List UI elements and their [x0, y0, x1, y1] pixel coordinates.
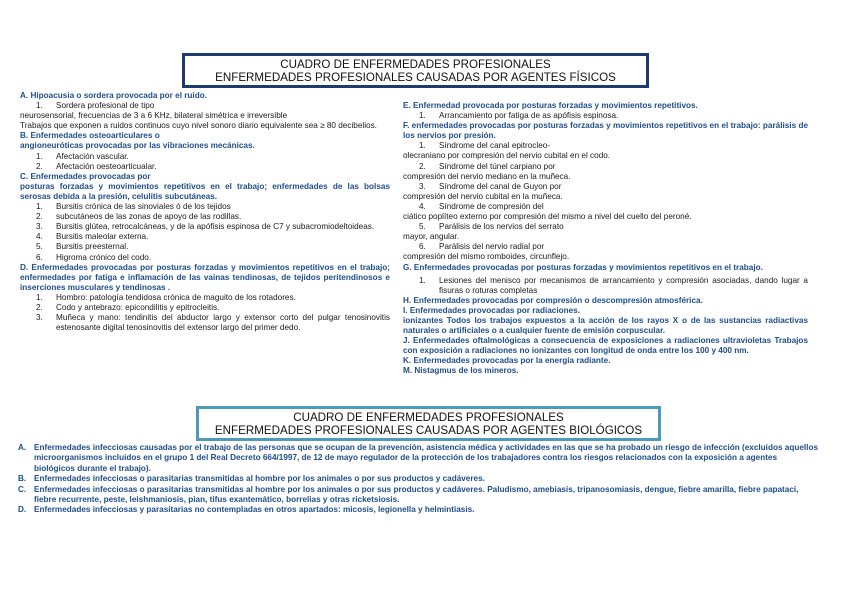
list-item	[20, 202, 390, 212]
list-item	[403, 242, 808, 252]
title-line-2: ENFERMEDADES PROFESIONALES CAUSADAS POR AGENTES FÍSICOS	[215, 71, 616, 84]
section-a-heading: A. Hipoacusia o sordera provocada por el ruido.	[20, 91, 207, 100]
item-letter: B.	[18, 474, 27, 484]
item-text: Síndrome del canal epitrocleo-	[439, 141, 551, 151]
list-item	[403, 111, 808, 121]
section-j-heading: J. Enfermedades oftalmológicas a consecuencia de exposiciones a radiaciones ultravioletas Trabajos con exposición a radiaciones no ionizantes con longitud de onda entre los 100 y 400 nm.	[403, 336, 808, 356]
list-item	[20, 162, 390, 172]
item-continuation: compresión del mismo romboides, circunflejo.	[403, 252, 570, 262]
item-text: Codo y antebrazo: epicondilitis y epitrocleitis.	[56, 302, 220, 312]
list-item	[403, 202, 808, 212]
list-item	[20, 222, 390, 232]
item-continuation: neurosensorial, frecuencias de 3 a 6 KHz, bilateral simétrica e irreversible	[20, 111, 288, 121]
item-number: 5.	[419, 222, 426, 232]
item-number: 3.	[419, 181, 426, 191]
item-text: Síndrome del túnel carpiano por	[439, 161, 556, 171]
list-item	[20, 101, 390, 111]
item-number: 3.	[36, 222, 43, 232]
right-column	[403, 101, 808, 377]
item-number: 6.	[36, 252, 43, 262]
item-continuation: mayor, angular.	[403, 232, 459, 242]
item-text: Enfermedades infecciosas o parasitarias transmitidas al hombre por los animales o por sus productos y cadáveres. Paludismo, amebiasis, tripanosomiasis, dengue, fiebre amarilla, fiebre papataci, fiebre recurrente, peste, leishmaniosis, pian, tifus exantemático, borrelias y otras ricketsiosis.	[34, 484, 799, 505]
item-continuation: olecraniano por compresión del nervio cubital en el codo.	[403, 151, 611, 161]
item-number: 2.	[419, 161, 426, 171]
item-continuation: compresión del nervio cubital en la muñeca.	[403, 191, 563, 201]
item-continuation: ciático poplíteo externo por compresión del mismo a nivel del cuello del peroné.	[403, 212, 692, 222]
section-d-heading: D. Enfermedades provocadas por posturas forzadas y movimientos repetitivos en el trabajo; enfermedades por fatiga e inflamación de las vainas tendinosas, de tejidos peritendinosos e inserciones musculares y tendinosas .	[20, 262, 390, 292]
item-number: 4.	[36, 232, 43, 242]
section-a-note: Trabajos que exponen a ruidos continuos cuyo nivel sonoro diario equivalente sea ≥ 80 decibelios.	[20, 121, 377, 131]
item-text: Lesiones del menisco por mecanismos de arrancamiento y compresión asociadas, dando lugar a fisuras o roturas completas	[439, 275, 808, 295]
item-text: Parálisis de los nervios del serrato	[439, 222, 564, 232]
section-c-heading: C. Enfermedades provocadas por	[20, 171, 151, 181]
list-item	[18, 474, 818, 484]
list-item	[20, 212, 390, 222]
item-text: Parálisis del nervio radial por	[439, 242, 545, 252]
section-b-heading: B. Enfermedades osteoarticulares o	[20, 131, 160, 141]
list-item	[18, 505, 818, 515]
title-line-2: ENFERMEDADES PROFESIONALES CAUSADAS POR AGENTES BIOLÓGICOS	[214, 424, 643, 437]
item-number: 1.	[36, 292, 43, 302]
item-number: 5.	[36, 242, 43, 252]
list-item	[20, 253, 390, 263]
item-text: subcutáneos de las zonas de apoyo de las rodillas.	[56, 212, 242, 222]
item-text: Bursitis glútea, retrocalcáneas, y de la apófisis espinosa de C7 y subacromiodeltoideas.	[56, 222, 375, 232]
item-number: 1.	[36, 202, 43, 212]
section-g-heading: G. Enfermedades provocadas por posturas forzadas y movimientos repetitivos en el trabajo.	[403, 262, 763, 272]
item-letter: A.	[18, 443, 27, 452]
item-number: 2.	[36, 302, 43, 312]
section-f-heading: F. enfermedades provocadas por posturas forzadas y movimientos repetitivos en el trabajo: parálisis de los nervios por presión.	[403, 121, 808, 141]
item-text: Bursitis crónica de las sinoviales ó de los tejidos	[56, 202, 231, 212]
item-letter: C.	[18, 484, 27, 494]
section-e-heading: E. Enfermedad provocada por posturas forzadas y movimientos repetitivos.	[403, 101, 698, 110]
section-m-heading: M. Nistagmus de los mineros.	[403, 366, 519, 376]
item-number: 2.	[36, 212, 43, 222]
item-number: 1.	[36, 101, 43, 111]
item-number: 1.	[419, 111, 426, 121]
list-item	[20, 313, 390, 333]
item-number: 1.	[419, 141, 426, 151]
item-text: Bursitis preesternal.	[56, 242, 129, 252]
physical-agents-title-box	[182, 53, 649, 88]
left-column	[20, 91, 390, 333]
item-number: 1.	[36, 151, 43, 161]
list-item	[403, 222, 808, 232]
list-item	[20, 152, 390, 162]
biological-agents-title-box	[196, 406, 661, 441]
section-k-heading: K. Enfermedades provocadas por la energía radiante.	[403, 356, 611, 366]
section-c-heading-cont: posturas forzadas y movimientos repetitivos en el trabajo; enfermedades de las bolsas serosas debida a la presión, celulitis subcutáneas.	[20, 181, 390, 201]
item-text: Síndrome del canal de Guyon por	[439, 181, 562, 191]
item-number: 4.	[419, 201, 426, 211]
list-item	[20, 303, 390, 313]
section-i-heading: I. Enfermedades provocadas por radiaciones.	[403, 305, 581, 315]
item-continuation: compresión del nervio mediano en la muñeca.	[403, 171, 571, 181]
list-item	[403, 162, 808, 172]
item-text: Enfermedades infecciosas causadas por el trabajo de las personas que se ocupan de la prevención, asistencia médica y actividades en las que se ha probado un riesgo de infección (excluidos aquellos microorganismos incluidos en el grupo 1 del Real Decreto 664/1997, de 12 de mayo regulador de la protección de los trabajadores contra los riesgos relacionados con la exposición a agentes biológicos durante el trabajo).	[34, 443, 819, 473]
item-number: 3.	[36, 313, 43, 323]
section-i-text: ionizantes Todos los trabajos expuestos a la acción de los rayos X o de las sustancias radiactivas naturales o artificiales o a cualquier fuente de emisión corpuscular.	[403, 315, 808, 336]
item-number: 1.	[419, 275, 426, 285]
item-text: Sordera profesional de tipo	[56, 101, 155, 111]
list-item	[403, 141, 808, 151]
item-text: Higroma crónico del codo.	[56, 252, 152, 262]
list-item	[20, 232, 390, 242]
item-text: Síndrome de compresión del	[439, 201, 544, 211]
list-item	[403, 182, 808, 192]
item-number: 2.	[36, 161, 43, 171]
biological-list	[18, 443, 818, 516]
list-item	[403, 276, 808, 296]
section-b-heading-cont: angioneuróticas provocadas por las vibraciones mecánicas.	[20, 141, 255, 151]
item-text: Afectación oesteoarticualar.	[56, 161, 157, 171]
item-text: Muñeca y mano: tendinitis del abductor largo y extensor corto del pulgar tenosinovitis estenosante digital tenosinovitis del extensor largo del primer dedo.	[56, 313, 390, 333]
title-line-1: CUADRO DE ENFERMEDADES PROFESIONALES	[280, 58, 551, 71]
section-h-heading: H. Enfermedades provocadas por compresión o descompresión atmosférica.	[403, 295, 703, 305]
item-text: Bursitis maleolar externa.	[56, 232, 149, 242]
item-text: Hombro: patología tendidosa crónica de maguito de los rotadores.	[56, 292, 296, 302]
item-number: 6.	[419, 242, 426, 252]
list-item	[20, 242, 390, 252]
list-item	[18, 485, 818, 506]
item-text: Enfermedades infecciosas o parasitarias transmitidas al hombre por los animales o por sus productos y cadáveres.	[34, 474, 485, 484]
list-item	[20, 293, 390, 303]
item-letter: D.	[18, 505, 27, 515]
title-line-1: CUADRO DE ENFERMEDADES PROFESIONALES	[293, 411, 564, 424]
list-item	[18, 443, 818, 474]
item-text: Enfermedades infecciosas y parasitarias no contempladas en otros apartados: micosis, legionella y helmintiasis.	[34, 505, 475, 515]
item-text: Afectación vascular.	[56, 151, 129, 161]
item-text: Arrancamiento por fatiga de as apófisis espinosa.	[439, 111, 619, 121]
